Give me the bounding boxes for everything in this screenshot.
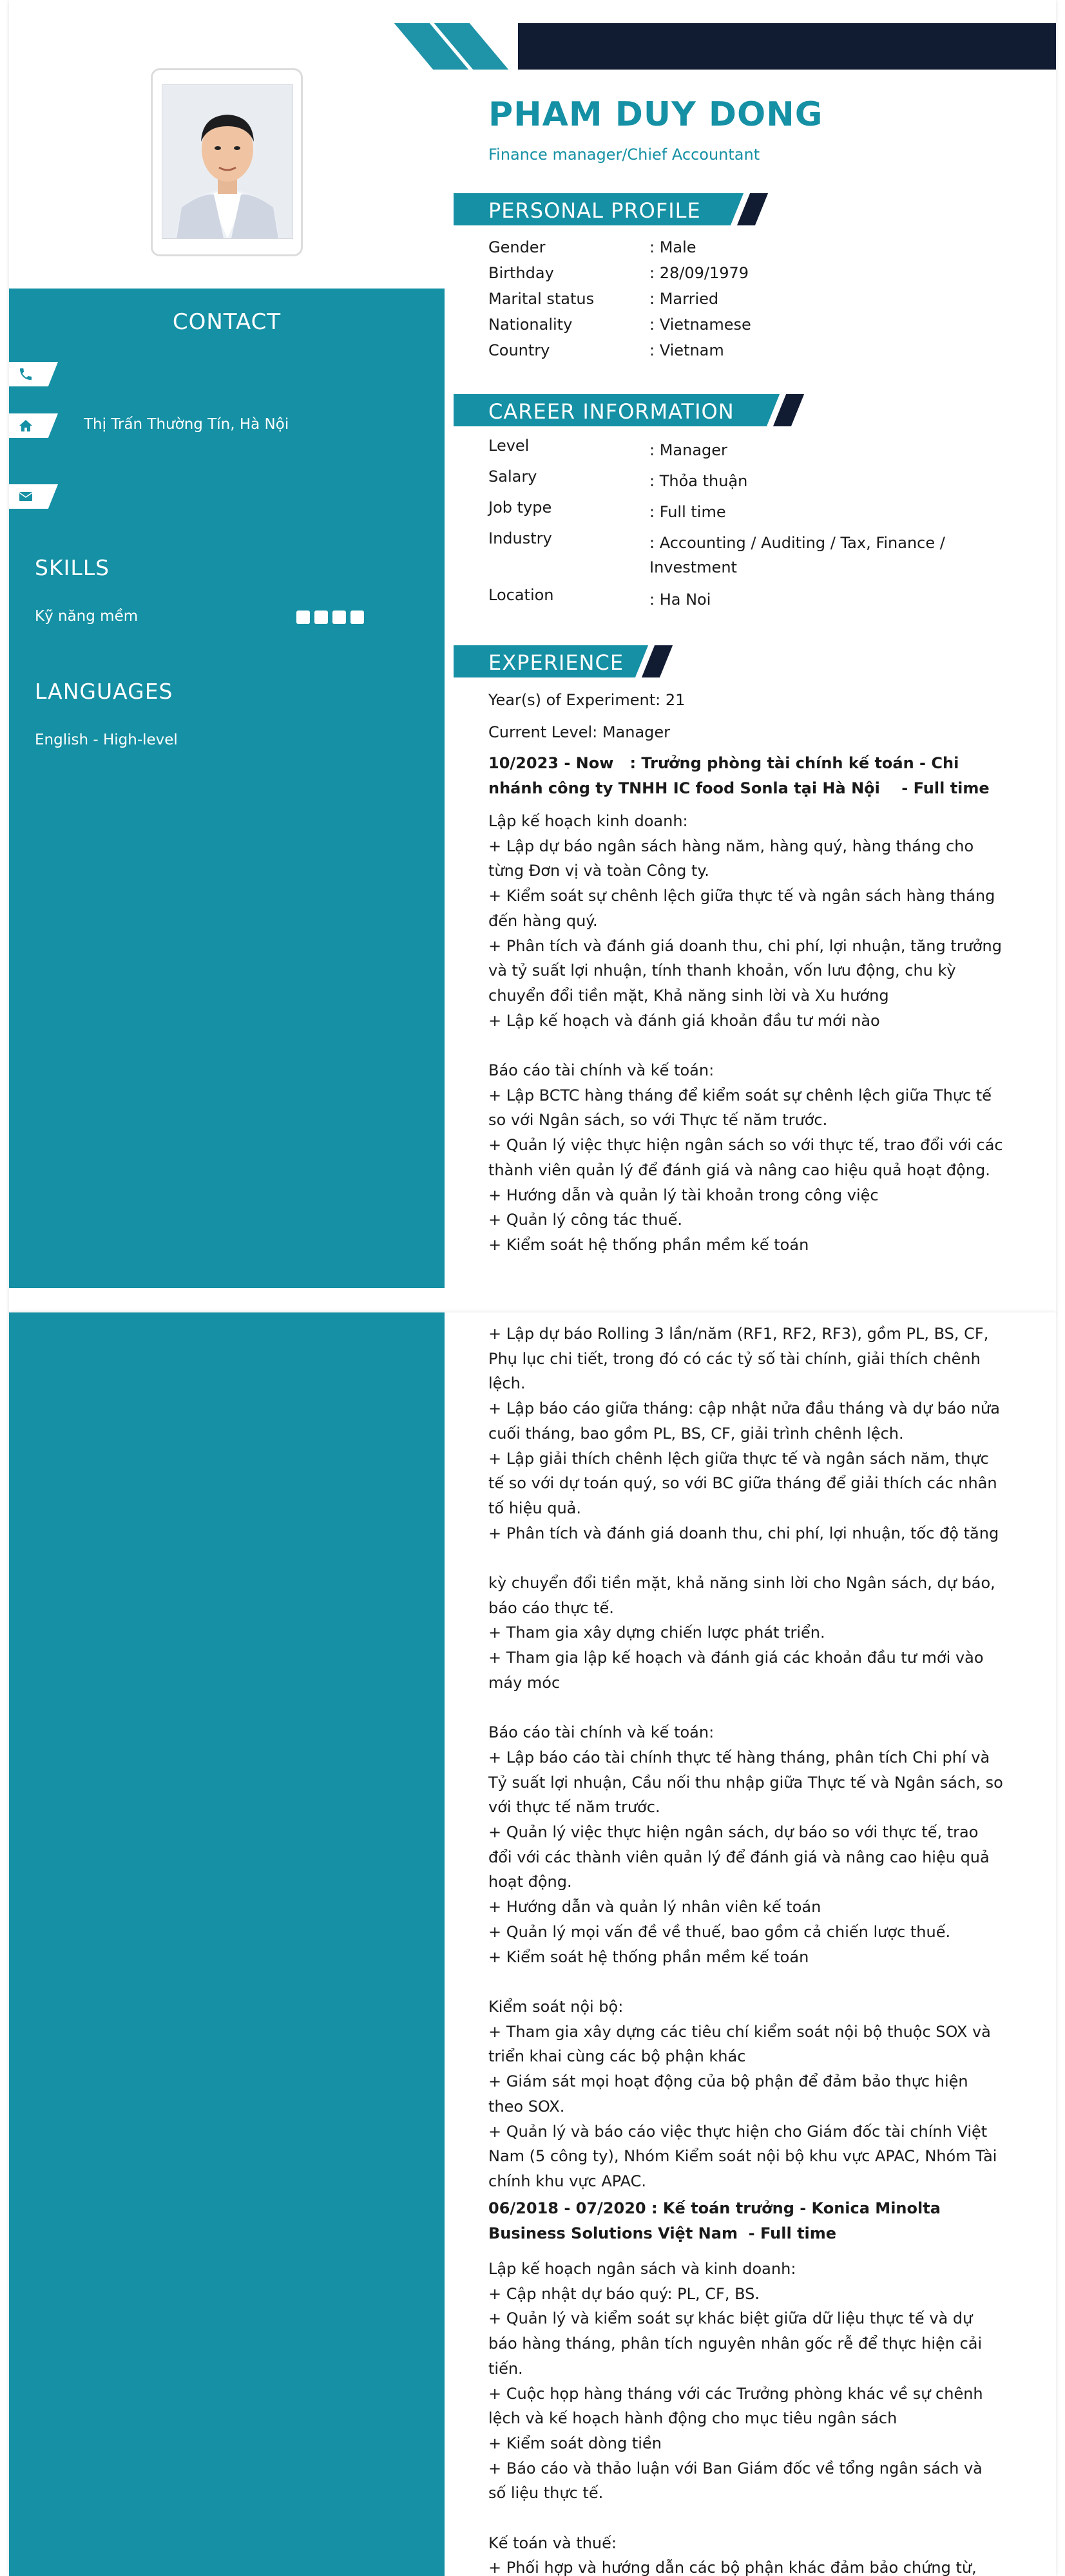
field-label: Location: [488, 586, 554, 604]
phone-icon: [18, 366, 34, 382]
cv-page-2: [9, 1312, 1056, 2576]
field-label: Salary: [488, 468, 537, 486]
field-value: : Married: [649, 290, 719, 308]
field-value: : Manager: [649, 441, 727, 459]
job-2-title: 06/2018 - 07/2020 : Kế toán trưởng - Konica Minolta Business Solutions Việt Nam - Full time: [488, 2199, 946, 2242]
profile-photo: [151, 68, 303, 256]
field-label: Marital status: [488, 290, 595, 308]
field-label: Job type: [488, 498, 552, 516]
cv-page-1: [9, 0, 1056, 1314]
field-label: Gender: [488, 238, 546, 256]
field-value: : Ha Noi: [649, 591, 711, 609]
skill-level-dots: [296, 611, 369, 627]
experience-current-level: Current Level: Manager: [488, 723, 671, 741]
job-1-title: 10/2023 - Now : Trưởng phòng tài chính kế toán - Chi nhánh công ty TNHH IC food Sonla tại Hà Nội - Full time: [488, 754, 990, 797]
experience-heading: EXPERIENCE: [488, 650, 624, 675]
experience-years: Year(s) of Experiment: 21: [488, 691, 686, 709]
field-value: : 28/09/1979: [649, 264, 749, 282]
field-value: : Vietnam: [649, 341, 724, 359]
contact-address: Thị Trấn Thường Tín, Hà Nội: [84, 416, 289, 433]
job-1-description-continued: + Lập dự báo Rolling 3 lần/năm (RF1, RF2, RF3), gồm PL, BS, CF, Phụ lục chi tiết, trong đó có các tỷ số tài chính, giải thích chênh lệch. + Lập báo cáo giữa tháng: cập nhật nửa đầu tháng và dự báo nửa cuối tháng, bao gồm PL, BS, CF, giải trình chênh lệch. + Lập giải thích chênh lệch giữa thực tế và ngân sách năm, thực tế so với dự toán quý, so với BC giữa tháng để giải thích các nhân tố hiệu quả. + Phân tích và đánh giá doanh thu, chi phí, lợi nhuận, tốc độ tăng kỳ chuyển đổi tiền mặt, khả năng sinh lời cho Ngân sách, dự báo, báo cáo thực tế. + Tham gia xây dựng chiến lược phát triển. + Tham gia lập kế hoạch và đánh giá các khoản đầu tư mới vào máy móc Báo cáo tài chính và kế toán: + Lập báo cáo tài chính thực tế hàng tháng, phân tích Chi phí và Tỷ suất lợi nhuận, Cầu nối thu nhập giữa Thực tế và Ngân sách, so với thực tế năm trước. + Quản lý việc thực hiện ngân sách, dự báo so với thực tế, trao đổi với các thành viên quản lý để đánh giá và nâng cao hiệu quả hoạt động. + Hướng dẫn và quản lý nhân viên kế toán + Quản lý mọi vấn đề về thuế, bao gồm cả chiến lược thuế. + Kiểm soát hệ thống phần mềm kế toán Kiểm soát nội bộ: + Tham gia xây dựng các tiêu chí kiểm soát nội bộ thuộc SOX và triển khai cùng các bộ phận khác + Giám sát mọi hoạt động của bộ phận để đảm bảo thực hiện theo SOX. + Quản lý và báo cáo việc thực hiện cho Giám đốc tài chính Việt Nam (5 công ty), Nhóm Kiểm soát nội bộ khu vực APAC, Nhóm Tài chính khu vực APAC.: [488, 1325, 1003, 2190]
sidebar: [9, 1312, 445, 2576]
header-banner: [518, 23, 1056, 70]
career-information-heading: CAREER INFORMATION: [488, 399, 734, 424]
job-2-description: Lập kế hoạch ngân sách và kinh doanh: + Cập nhật dự báo quý: PL, CF, BS. + Quản lý và kiểm soát sự khác biệt giữa dữ liệu thực tế và dự báo hàng tháng, phân tích nguyên nhân gốc rễ để thực hiện cải tiến. + Cuộc họp hàng tháng với các Trưởng phòng khác về sự chênh lệch và kế hoạch hành động cho mục tiêu ngân sách + Kiểm soát dòng tiền + Báo cáo và thảo luận với Ban Giám đốc về tổng ngân sách và số liệu thực tế. Kế toán và thuế: + Phối hợp và hướng dẫn các bộ phận khác đảm bảo chứng từ,: [488, 2260, 983, 2576]
contact-heading: CONTACT: [172, 309, 282, 335]
field-label: Birthday: [488, 264, 554, 282]
home-icon: [18, 418, 34, 433]
envelope-icon: [18, 489, 34, 504]
field-value: : Full time: [649, 503, 726, 521]
personal-profile-heading: PERSONAL PROFILE: [488, 198, 701, 223]
field-label: Industry: [488, 529, 552, 547]
job-1-description: Lập kế hoạch kinh doanh: + Lập dự báo ngân sách hàng năm, hàng quý, hàng tháng cho từng Đơn vị và toàn Công ty. + Kiểm soát sự chênh lệch giữa thực tế và ngân sách hàng tháng đến hàng quý. + Phân tích và đánh giá doanh thu, chi phí, lợi nhuận, tăng trưởng và tỷ suất lợi nhuận, tính thanh khoản, vốn lưu động, chu kỳ chuyển đổi tiền mặt, Khả năng sinh lời và Xu hướng + Lập kế hoạch và đánh giá khoản đầu tư mới nào Báo cáo tài chính và kế toán: + Lập BCTC hàng tháng để kiểm soát sự chênh lệch giữa Thực tế so với Ngân sách, so với Thực tế năm trước. + Quản lý việc thực hiện ngân sách so với thực tế, trao đổi với các thành viên quản lý để đánh giá và nâng cao hiệu quả hoạt động. + Hướng dẫn và quản lý tài khoản trong công việc + Quản lý công tác thuế. + Kiểm soát hệ thống phần mềm kế toán: [488, 812, 1003, 1254]
field-value: : Male: [649, 238, 696, 256]
sidebar: [9, 289, 445, 1288]
phone-tab[interactable]: [9, 362, 66, 386]
language-item: English - High-level: [35, 732, 178, 748]
field-value: : Vietnamese: [649, 316, 751, 334]
skill-name: Kỹ năng mềm: [35, 608, 139, 625]
email-tab[interactable]: [9, 484, 66, 509]
field-value: : Accounting / Auditing / Tax, Finance / Investment: [649, 534, 945, 576]
field-label: Nationality: [488, 316, 573, 334]
address-tab[interactable]: [9, 413, 66, 438]
field-label: Level: [488, 437, 530, 455]
field-label: Country: [488, 341, 550, 359]
avatar-icon: [162, 85, 293, 238]
skills-heading: SKILLS: [35, 555, 110, 580]
candidate-name: PHAM DUY DONG: [488, 95, 823, 134]
field-value: : Thỏa thuận: [649, 472, 748, 490]
languages-heading: LANGUAGES: [35, 679, 173, 704]
candidate-title: Finance manager/Chief Accountant: [488, 146, 760, 164]
